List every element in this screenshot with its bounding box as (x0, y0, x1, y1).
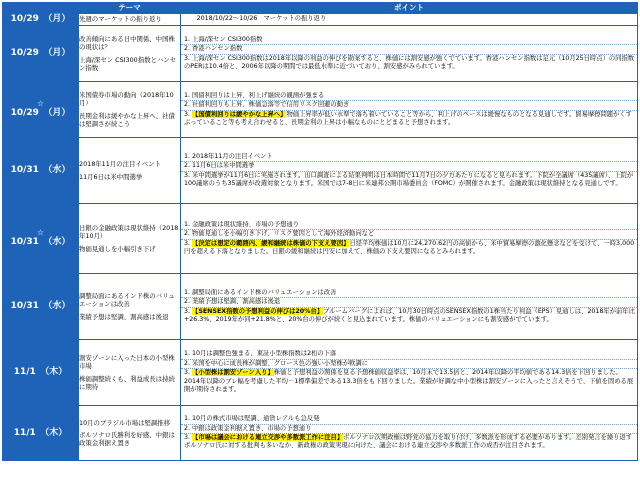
point-item (181, 172, 637, 189)
point-highlight: 【SENSEX指数の予想利益の伸びは20%台】 (192, 307, 324, 315)
point-item (181, 221, 637, 230)
point-item (181, 36, 637, 45)
row-points (181, 138, 638, 204)
row-date-label: 10/31 （水） (10, 301, 71, 311)
point-text: 株価と予想利益の関係を見る予想株価収益率は、10月末で13.5倍と、2014年以降の平均値である14.3倍を下回りました。2014年以降のブレ幅を考慮した平均－1標準偏差である13.3倍をも下回りました。業績が好調な中小型株は割安ゾーンに入ったと言えそうで、下値を固める展開が期待されます。 (184, 369, 634, 394)
row-theme (79, 26, 181, 82)
point-item (181, 360, 637, 369)
point-item (181, 350, 637, 359)
point-item (181, 55, 637, 72)
row-date (3, 340, 79, 406)
point-item: 3. 【小型株は割安ゾーン入り】株価と予想利益の関係を見る予想株価収益率は、10月末で13.5倍と、2014年以降の平均値である14.3倍を下回りました。2014年以降のブレ幅を考慮した平均－1標準偏差である13.3倍をも下回りました。業績が好調な中小型株は割安ゾーンに入ったと言えそうで、下値を固める展開が期待されます。 (184, 369, 634, 394)
point-text: 2. 中銀は政策金利据え置き、市場の予想通り (184, 424, 312, 432)
point-text: 1. 調整局面にあるインド株のバリュエーションは改善 (184, 288, 337, 296)
row-date-label: 10/29 （月） (10, 48, 71, 58)
row-points (181, 204, 638, 274)
point-highlight: 【市場は議会における連立交渉や多数派工作に注目】 (192, 434, 344, 441)
table-header-row (3, 3, 638, 14)
theme-title: 10月のブラジル市場は堅調推移 (79, 418, 171, 427)
point-text: 3. 上海/深セン CSI300指数は2018年以降の利益の伸びを勘案すると、株価には割安感が強くでています。香港ハンセン指数は足元（10月25日時点）の同指数のPERは10.4倍と、2006年以降の期間では最低水準に近づいており、割安感がみられています。 (184, 54, 635, 70)
row-date-label: 10/31 （水） (10, 165, 71, 175)
theme-title: 先週のマーケットの振り返り (79, 15, 162, 24)
point-text: 1. 国債利回りは上昇、利上げ継続の観測が強まる (184, 91, 325, 99)
row-date (3, 204, 79, 274)
point-text: 1. 上海/深セン CSI300指数 (184, 35, 263, 43)
theme-subtitle: 株価調整続くも、利益成長は持続に期待 (79, 374, 175, 391)
row-points (181, 26, 638, 82)
row-date (3, 138, 79, 204)
row-points (181, 82, 638, 138)
date-header (3, 3, 79, 14)
point-text: 1. 10月は調整色強まる、東証小型株指数は2桁の下落 (184, 350, 337, 358)
row-date (3, 82, 79, 138)
row-points (181, 340, 638, 406)
table-row (3, 340, 638, 406)
point-text: 2. 社債利回りも上昇、株価急落等で信用リスク回避の動き (184, 101, 350, 109)
theme-title: 改善傾向にある日中関係、中国株の現状は？ (79, 35, 175, 52)
theme-subtitle: 上海/深セン CSI300指数とハンセン指数 (79, 55, 177, 72)
table-row (3, 14, 638, 26)
point-text: 3. 米中間選挙が11月6日に実施されます。出口調査による結果判明は日本時間で11月7日の夕方あたりになると見られます。下院が全議席（435議席）、上院が100議席のうち35議席が改選対象となります。米国では7-8日に米連邦公開市場委員会（FOMC）が開催されます。金融政策は現状維持となる見通しです。 (184, 171, 634, 187)
point-item: 3. 【決定は想定の範囲内、緩和継続は株価の下支え要因】日経平均株価は10月に24,270.62円の高値から、米中貿易摩擦の激化懸念などを受けて、一時3,000円を超える下落となりました。日銀の緩和継続は円安に加えて、株価の下支え要因になるとみられます。 (184, 239, 635, 255)
theme-title: 日銀の金融政策は現状維持（2018年10月） (79, 224, 179, 241)
theme-title: 2018年11月の注目イベント (79, 160, 161, 169)
row-theme (79, 406, 181, 461)
point-text: 2. 業績予想は堅調、割高感は後退 (184, 298, 281, 306)
point-text: 1. 2018年11月の注目イベント (184, 152, 273, 160)
row-date (3, 14, 79, 26)
point-item (181, 425, 637, 434)
point-text: 2. 香港ハンセン指数 (184, 45, 243, 53)
point-text: 1. 金融政策は現状維持、市場の予想通り (184, 220, 300, 228)
row-points (181, 406, 638, 461)
point-text: 2. 物価見通しを小幅引き下げ、リスク要因として海外経済動向など (184, 230, 375, 238)
weekly-topics-sheet (2, 2, 638, 490)
row-points (181, 14, 638, 26)
table-row (3, 204, 638, 274)
row-date-label: 10/29 （月） (10, 14, 71, 24)
point-item (181, 153, 637, 162)
point-text: 2. 米国を中心に成長株が調整、グロース色の強い小型株が軟調に (184, 359, 369, 367)
theme-title: 調整局面にあるインド株のバリュエーションは改善 (79, 292, 175, 309)
point-item: 3. 【国債利回りは緩やかな上昇へ】物価上昇率が低い水準で落ち着いていること等から、利上げのペースは緩慢なものとなる見通しです。貿易摩擦問題がくすぶっていること等も考え合わせると、長期金利の上昇は小幅なものにとどまると予想されます。 (184, 110, 632, 126)
table-row (3, 274, 638, 340)
point-text: ブルームバーグによれば、10月30日時点のSENSEX指数の1株当たり利益（EPS）見通しは、2018年が前年比+26.3%、2019年が同+21.8%と、20%台の伸びが続くと見込まれています。株価のバリュエーションにも割安感がでています。 (184, 307, 635, 323)
theme-title: 米国債券市場の動向（2018年10月） (79, 91, 174, 108)
row-theme (79, 204, 181, 274)
row-theme (79, 14, 181, 26)
point-highlight: 【決定は想定の範囲内、緩和継続は株価の下支え要因】 (192, 239, 350, 247)
table-row (3, 26, 638, 82)
point-item: 3. 【SENSEX指数の予想利益の伸びは20%台】ブルームバーグによれば、10月30日時点のSENSEX指数の1株当たり利益（EPS）見通しは、2018年が前年比+26.3%、2019年が同+21.8%と、20%台の伸びが続くと見込まれています。株価のバリュエーションにも割安感がでています。 (184, 307, 635, 323)
row-date-label: 10/29 （月） (10, 108, 71, 118)
point-item (181, 15, 637, 23)
row-date (3, 406, 79, 461)
point-item (181, 162, 637, 171)
row-theme (79, 340, 181, 406)
point-text: 2018/10/22～10/26 マーケットの振り返り (184, 15, 327, 23)
row-theme (79, 82, 181, 138)
table-row (3, 82, 638, 138)
row-date-label: 11/1 （木） (13, 427, 68, 438)
point-item (181, 289, 637, 298)
point-highlight: 【小型株は割安ゾーン入り】 (192, 369, 274, 377)
point-item (181, 101, 637, 110)
row-date (3, 26, 79, 82)
featured-star-icon: ☆ (36, 228, 45, 237)
theme-subtitle: 物価見通しを小幅引き下げ (79, 244, 156, 253)
featured-star-icon: ☆ (36, 99, 45, 108)
point-item (181, 92, 637, 101)
point-highlight: 【国債利回りは緩やかな上昇へ】 (192, 110, 287, 118)
point-text: 1. 10月の株式市場は堅調、通貨レアルも急反発 (184, 415, 320, 423)
point-item (181, 298, 637, 307)
point-item (181, 415, 637, 424)
theme-subtitle: 業績予想は堅調、割高感は後退 (79, 312, 169, 321)
theme-subtitle: 長期金利は緩やかな上昇へ、社債は堅調さが続こう (79, 111, 175, 128)
theme-subtitle: 11月6日は米中間選挙 (79, 172, 143, 181)
row-date-label: 11/1 （木） (13, 367, 68, 377)
row-date-label: 10/31 （水） (10, 237, 71, 247)
row-theme (79, 138, 181, 204)
point-text: 物価上昇率が低い水準で落ち着いていること等から、利上げのペースは緩慢なものとなる見通しです。貿易摩擦問題がくすぶっていること等も考え合わせると、長期金利の上昇は小幅なものにとどまると予想されます。 (184, 110, 632, 126)
point-header: ポイント (181, 3, 638, 14)
point-item (181, 45, 637, 54)
point-text: ボルソナロ次期政権は野党の協力を取り付け、多数派を形成する必要があります。差別発言を繰り返すボルソナロ氏に対する批判も多いなか、新政権の政策実現に向けた、議会における連立交渉や多数派工作の成否が注目されます。 (184, 434, 633, 450)
row-date (3, 274, 79, 340)
point-item: 3. 【市場は議会における連立交渉や多数派工作に注目】ボルソナロ次期政権は野党の協力を取り付け、多数派を形成する必要があります。差別発言を繰り返すボルソナロ氏に対する批判も多いなか、新政権の政策実現に向けた、議会における連立交渉や多数派工作の成否が注目されます。 (184, 434, 633, 450)
table-row (3, 138, 638, 204)
topics-table (2, 2, 638, 461)
row-theme (79, 274, 181, 340)
table-row (3, 406, 638, 461)
row-points (181, 274, 638, 340)
point-text: 日経平均株価は10月に24,270.62円の高値から、米中貿易摩擦の激化懸念などを受けて、一時3,000円を超える下落となりました。日銀の緩和継続は円安に加えて、株価の下支え要因になるとみられます。 (184, 239, 635, 255)
theme-header: テーマ (79, 3, 181, 14)
theme-subtitle: ボルソナロ氏勝利を好感、中銀は政策金利据え置き (79, 430, 175, 448)
point-text: 2. 11月6日は米中間選挙 (184, 162, 255, 170)
theme-title: 割安ゾーンに入った日本の小型株市場 (79, 354, 175, 371)
point-item (181, 230, 637, 239)
